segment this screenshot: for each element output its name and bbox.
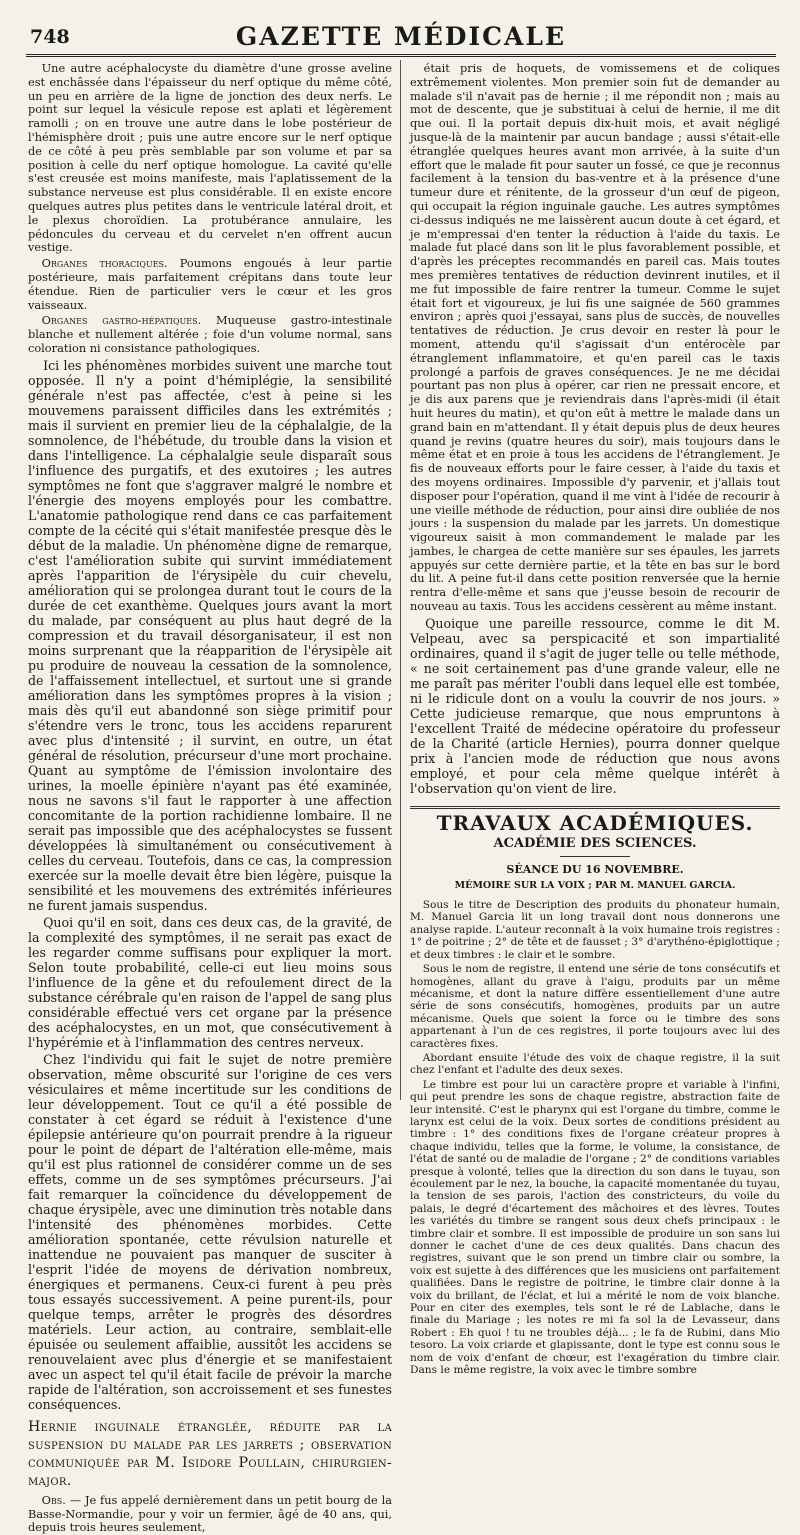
section-title: TRAVAUX ACADÉMIQUES. bbox=[436, 810, 754, 835]
article-title: Hernie inguinale étranglée, réduite par la suspension du malade par les jarrets ; observation communiquée par M. Isidore Poullain, chirurgien-major. bbox=[28, 1418, 392, 1489]
header-rule bbox=[26, 54, 776, 57]
column-divider bbox=[400, 60, 401, 1100]
right-column bbox=[410, 61, 780, 1377]
paragraph: Ici les phénomènes morbides suivent une marche tout opposée. Il n'y a point d'hémiplégie, la sensibilité générale n'est pas affectée, c'est à peine si les mouvemens paraissent difficiles dans les extrémités ; mais il survient en premier lieu de la céphalalgie, de la somnolence, de l'hébétude, du trouble dans la vision et dans l'intelligence. La céphalalgie seule disparaît sous l'influence des purgatifs, et des exutoires ; les autres symptômes ne font que s'aggraver malgré le nombre et l'énergie des moyens employés pour les combattre. L'anatomie pathologique rend dans ce cas parfaitement compte de la cécité qui s'était manifestée presque dès le début de la maladie. Un phénomène digne de remarque, c'est l'amélioration subite qui survint immédiatement après l'apparition de l'érysipèle du cuir chevelu, amélioration qui se prolongea durant tout le cours de la durée de cet exanthème. Quelques jours avant la mort du malade, par conséquent au plus haut degré de la compression et du travail désorganisateur, il est non moins surprenant que la réapparition de l'érysipèle ait pu produire de nouveau la cessation de la somnolence, de l'affaissement intellectuel, et surtout une si grande amélioration dans les symptômes propres à la vision ; mais dès qu'il eut abandonné son siège primitif pour s'étendre vers le tronc, tous les accidens reparurent avec plus d'intensité ; il survint, en outre, un état général de résolution, précurseur d'une mort prochaine. Quant au symptôme de l'émission involontaire des urines, la moelle épinière n'ayant pas été examinée, nous ne savons s'il faut le rapporter à une affection concomitante de la portion rachidienne lombaire. Il ne serait pas impossible que des acéphalocystes se fussent développées là simultanément ou consécutivement à celles du cerveau. Toutefois, dans ce cas, la compression exercée sur la moelle devait être bien légère, puisque la sensibilité et les mouvemens des extrémités inférieures ne furent jamais suspendus. bbox=[28, 357, 392, 913]
short-rule bbox=[560, 856, 630, 857]
paragraph bbox=[28, 314, 392, 355]
paragraph: Chez l'individu qui fait le sujet de notre première observation, même obscurité sur l'origine de ces vers vésiculaires et même incertitude sur les conditions de leur développement. Tout ce qu'il a été possible de constater à cet égard se réduit à l'existence d'une épilepsie antérieure qu'on pourrait prendre à la rigueur pour le point de départ de l'altération elle-même, mais qu'il est plus rationnel de considérer comme un de ses effets, comme un de ses symptômes précurseurs. J'ai fait remarquer la coïncidence du développement de chaque érysipèle, avec une diminution très notable dans l'intensité des phénomènes morbides. Cette amélioration spontanée, cette révulsion naturelle et inattendue ne pouvaient pas manquer de susciter à l'esprit l'idée de moyens de dérivation nombreux, énergiques et permanens. Ceux-ci furent à peu près tous essayés successivement. A peine purent-ils, pour quelque temps, arrêter le progrès des désordres matériels. Leur action, au contraire, semblait-elle épuisée ou seulement affaiblie, aussitôt les accidens se renouvelaient avec plus d'énergie et se manifestaient avec un aspect tel qu'il était facile de prévoir la marche rapide de l'altération, son accroissement et ses funestes conséquences. bbox=[28, 1051, 392, 1412]
paragraph-text: Je fus appelé dernièrement dans un petit bourg de la Basse-Normandie, pour y voir un fermier, âgé de 40 ans, qui, depuis trois heures seulement, bbox=[28, 1492, 392, 1535]
paragraph: Le timbre est pour lui un caractère propre et variable à l'infini, qui peut prendre les sons de chaque registre, abstraction faite de leur intensité. C'est le pharynx qui est l'organe du timbre, comme le larynx est celui de la voix. Deux sortes de conditions président au timbre : 1° des conditions fixes de l'organe créateur propres à chaque individu, telles que la forme, le volume, la consistance, de l'état de santé ou de maladie de l'organe ; 2° de conditions variables presque à volonté, telles que la direction du son dans le tuyau, son écoulement par le nez, la bouche, la capacité momentanée du tuyau, la tension de ses parois, l'action des constricteurs, du voile du palais, le degré d'écartement des mâchoires et des lèvres. Toutes les variétés du timbre se rangent sous deux chefs principaux : le timbre clair et sombre. Il est impossible de produire un son sans lui donner le cachet d'une de ces deux qualités. Dans chacun des registres, suivant que le son prend un timbre clair ou sombre, la voix est sujette à des différences que les musiciens ont parfaitement qualifiées. Dans le registre de poitrine, le timbre clair donne à la voix du brillant, de l'éclat, et lui a mérité le nom de voix blanche. Pour en citer des exemples, tels sont le ré de Lablache, dans le finale du Mariage ; les notes re mi fa sol la de Levasseur, dans Robert : Eh quoi ! tu ne troubles déjà... ; le fa de Rubini, dans Mio tesoro. La voix criarde et glapissante, dont le type est connu sous le nom de voix d'enfant de chœur, est l'exagération du timbre clair. Dans le même registre, la voix avec le timbre sombre bbox=[410, 1078, 780, 1377]
seance-title: SÉANCE DU 16 NOVEMBRE. bbox=[506, 863, 684, 877]
left-column bbox=[28, 61, 392, 1535]
paragraph bbox=[28, 1494, 392, 1535]
section-heading: Organes gastro-hépatiques. bbox=[41, 313, 202, 328]
paragraph: était pris de hoquets, de vomissemens et de coliques extrêmement violentes. Mon premier soin fut de demander au malade s'il n'avait pas de hernie ; il me répondit non ; mais au mot de descente, que je substituai à celui de hernie, il me dit que oui. Il la portait depuis dix-huit mois, et avait négligé jusque-là de la maintenir par aucun bandage ; aussi s'était-elle étranglée quelques heures avant mon arrivée, à la suite d'un effort que le malade fit pour sauter un fossé, ce que je reconnus facilement à la tension du bas-ventre et à la présence d'une tumeur dure et rénitente, de la grosseur d'un œuf de pigeon, qui occupait la région inguinale gauche. Les autres symptômes ci-dessus indiqués ne me laissèrent aucun doute à cet égard, et je m'empressai d'en tenter la réduction à l'aide du taxis. Le malade fut placé dans son lit le plus favorablement possible, et d'après les préceptes recommandés en pareil cas. Mais toutes mes premières tentatives de réduction devinrent inutiles, et il me fut impossible de faire rentrer la tumeur. Comme le sujet était fort et vigoureux, je lui fis une saignée de 560 grammes environ ; après quoi j'essayai, sans plus de succès, de nouvelles tentatives de réduction. Je crus devoir en rester là pour le moment, attendu qu'il s'agissait d'un entérocèle par étranglement inflammatoire, et qu'en pareil cas le taxis prolongé a parfois de graves conséquences. Je ne me décidai pourtant pas non plus à opérer, car rien ne pressait encore, et je dis aux parens que je reviendrais dans l'après-midi (il était huit heures du matin), et qu'on eût à mettre le malade dans un grand bain en m'attendant. Il y était depuis plus de deux heures quand je revins (quatre heures du soir), mais toujours dans le même état et en proie à tous les accidens de l'étranglement. Je fis de nouveaux efforts pour le faire cesser, à l'aide du taxis et des moyens ordinaires. Impossible d'y parvenir, et j'allais tout disposer pour l'opération, quand il me vint à l'idée de recourir à une vieille méthode de réduction, pour ainsi dire oubliée de nos jours : la suspension du malade par les jarrets. Un domestique vigoureux saisit à mon commandement le malade par les jambes, le chargea de cette manière sur ses épaules, les jarrets appuyés sur cette dernière partie, et la tête en bas sur le bord du lit. A peine fut-il dans cette position renversée que la hernie rentra d'elle-même et sans que j'eusse besoin de recourir de nouveau au taxis. Tous les accidens cessèrent au même instant. bbox=[410, 61, 780, 614]
academie-title: ACADÉMIE DES SCIENCES. bbox=[493, 835, 697, 851]
page-header bbox=[26, 14, 776, 54]
paragraph: Sous le titre de Description des produits du phonateur humain, M. Manuel Garcia lit un long travail dont nous donnerons une analyse rapide. L'auteur reconnaît à la voix humaine trois registres : 1° de poitrine ; 2° de tête et de fausset ; 3° d'arythéno-épiglottique ; et deux timbres : le clair et le sombre. bbox=[410, 899, 780, 961]
paragraph bbox=[28, 257, 392, 312]
paragraph: Abordant ensuite l'étude des voix de chaque registre, il la suit chez l'enfant et l'adulte des deux sexes. bbox=[410, 1051, 780, 1077]
journal-title: GAZETTE MÉDICALE bbox=[235, 22, 567, 51]
paragraph: Quoique une pareille ressource, comme le dit M. Velpeau, avec sa perspicacité et son impartialité ordinaires, quand il s'agit de juger telle ou telle méthode, « ne soit certainement pas d'une grande valeur, elle ne me paraît pas mériter l'oubli dans lequel elle est tombée, ni le ridicule dont on a voulu la couvrir de nos jours. » Cette judicieuse remarque, que nous empruntons à l'excellent Traité de médecine opératoire du professeur de la Charité (article Hernies), pourra donner quelque prix à l'ancien mode de réduction que nous avons employé, et pour cela même quelque intérêt à l'observation qu'on vient de lire. bbox=[410, 615, 780, 796]
page-number: 748 bbox=[30, 26, 70, 48]
paragraph: Quoi qu'il en soit, dans ces deux cas, de la gravité, de la complexité des symptômes, il ne serait pas exact de les regarder comme suffisans pour expliquer la mort. Selon toute probabilité, celle-ci eut lieu moins sous l'influence de la gêne et du refoulement direct de la substance cérébrale qu'en raison de l'appel de sang plus considérable effectué vers cet organe par la présence des acéphalocystes, en un mot, que consécutivement à l'hypérémie et à l'inflammation des centres nerveux. bbox=[28, 914, 392, 1050]
paragraph-text: Poumons engoués à leur partie postérieure, mais parfaitement crépitans dans toute leur étendue. Rien de particulier vers le cœur et les gros vaisseaux. bbox=[28, 256, 392, 312]
paragraph: Une autre acéphalocyste du diamètre d'une grosse aveline est enchâssée dans l'épaisseur du nerf optique du même côté, un peu en arrière de la ligne de jonction des deux nerfs. Le point sur lequel la vésicule repose est aplati et légèrement ramolli ; on en trouve une autre dans le lobe postérieur de l'hémisphère droit ; puis une autre encore sur le nerf optique de ce côté à peu près semblable par son volume et par sa position à celle du nerf optique homologue. La cavité qu'elle s'est creusée est moins manifeste, mais l'aplatissement de la substance nerveuse est plus considérable. Il en existe encore quelques autres plus petites dans le ventricule latéral droit, et le plexus choroïdien. La protubérance annulaire, les pédoncules du cerveau et du cervelet n'en offrent aucun vestige. bbox=[28, 61, 392, 255]
paragraph: Sous le nom de registre, il entend une série de tons consécutifs et homogènes, allant du grave à l'aigu, produits par un même mécanisme, et dont la nature diffère essentiellement d'une autre série de sons consécutifs, homogènes, produits par un autre mécanisme. Quels que soient la force ou le timbre des sons appartenant à l'un de ces registres, il porte toujours avec lui des caractères fixes. bbox=[410, 963, 780, 1050]
paragraph-text: Muqueuse gastro-intestinale blanche et nullement altérée ; foie d'un volume normal, sans coloration ni consistance pathologiques. bbox=[28, 313, 392, 355]
obs-label: Obs. — bbox=[41, 1492, 82, 1507]
section-rule bbox=[410, 806, 780, 809]
section-heading: Organes thoraciques. bbox=[41, 256, 168, 271]
memoire-title: MÉMOIRE SUR LA VOIX ; PAR M. MANUEL GARCIA. bbox=[454, 880, 736, 892]
